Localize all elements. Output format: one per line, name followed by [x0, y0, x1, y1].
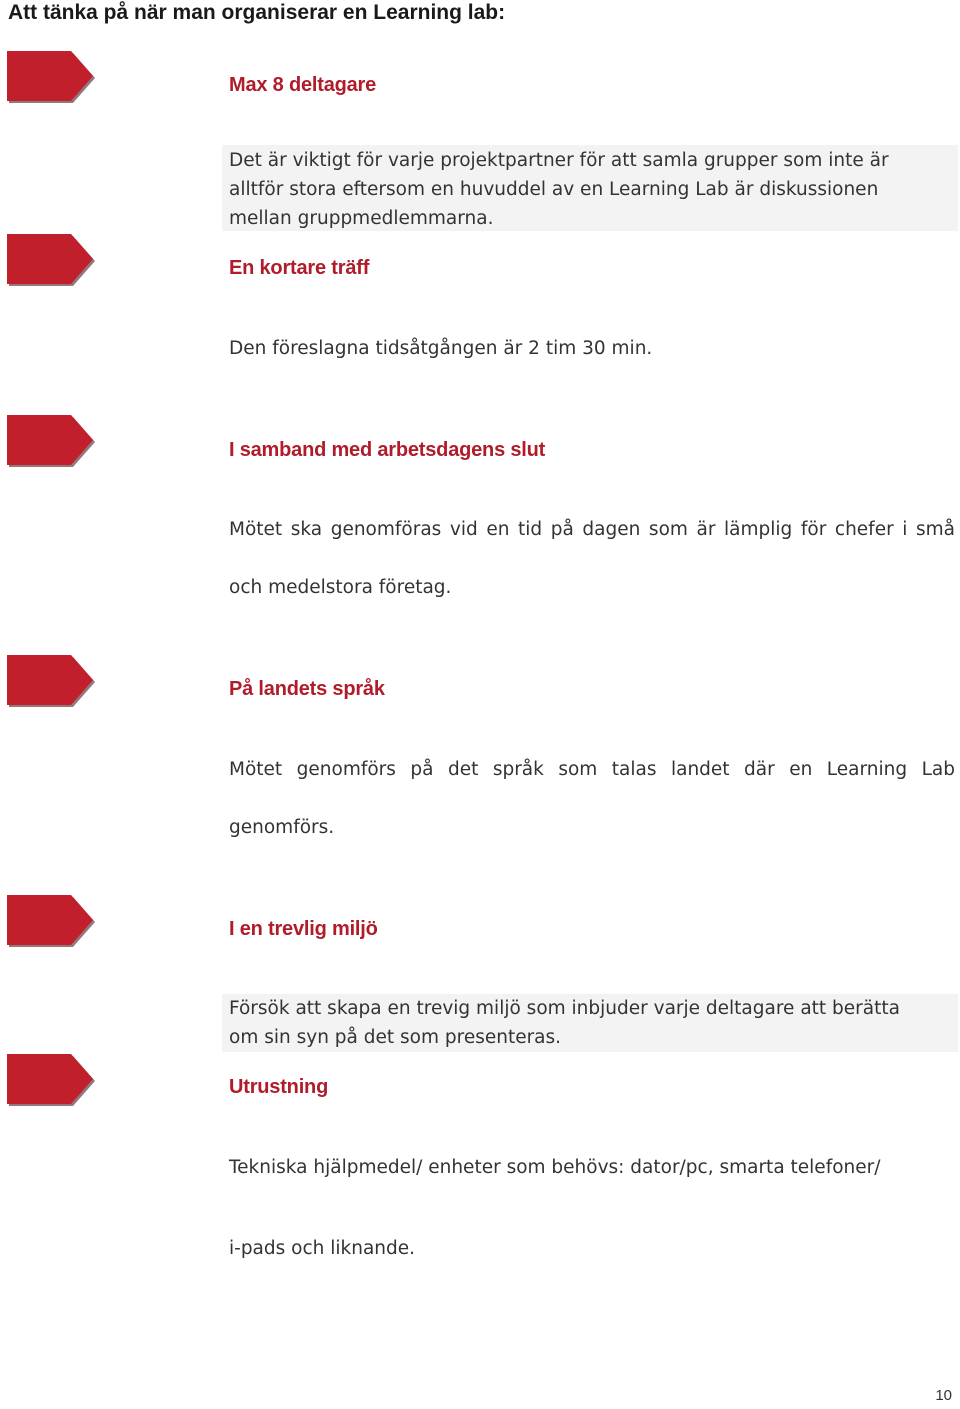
section-heading: Utrustning: [229, 1076, 329, 1098]
body-line: i-pads och liknande.: [229, 1238, 416, 1259]
page-title: Att tänka på när man organiserar en Learning lab:: [8, 1, 506, 24]
red-arrow-icon: [6, 653, 96, 708]
red-arrow-icon: [6, 232, 96, 287]
red-arrow-icon: [6, 413, 96, 468]
section-heading: En kortare träff: [229, 257, 370, 279]
body-line: om sin syn på det som presenteras.: [229, 1027, 562, 1048]
section-heading: I samband med arbetsdagens slut: [229, 439, 546, 461]
body-line: alltför stora eftersom en huvuddel av en Learning Lab är diskussionen: [229, 179, 879, 200]
page-number: 10: [935, 1387, 952, 1404]
body-line: Tekniska hjälpmedel/ enheter som behövs: dator/pc, smarta telefoner/: [229, 1157, 881, 1178]
body-line: Försök att skapa en trevig miljö som inbjuder varje deltagare att berätta: [229, 998, 900, 1019]
section-heading: Max 8 deltagare: [229, 74, 377, 96]
red-arrow-icon: [6, 893, 96, 948]
body-line: Det är viktigt för varje projektpartner för att samla grupper som inte är: [229, 150, 889, 171]
body-line: mellan gruppmedlemmarna.: [229, 208, 494, 229]
section-heading: I en trevlig miljö: [229, 918, 378, 940]
body-line: genomförs.: [229, 817, 335, 838]
section-heading: På landets språk: [229, 678, 385, 700]
body-line: och medelstora företag.: [229, 577, 452, 598]
body-line: Den föreslagna tidsåtgången är 2 tim 30 min.: [229, 338, 653, 359]
red-arrow-icon: [6, 49, 96, 104]
body-line: Mötet ska genomföras vid en tid på dagen som är lämplig för chefer i små: [229, 519, 955, 540]
red-arrow-icon: [6, 1052, 96, 1107]
body-line: Mötet genomförs på det språk som talas landet där en Learning Lab: [229, 759, 955, 780]
